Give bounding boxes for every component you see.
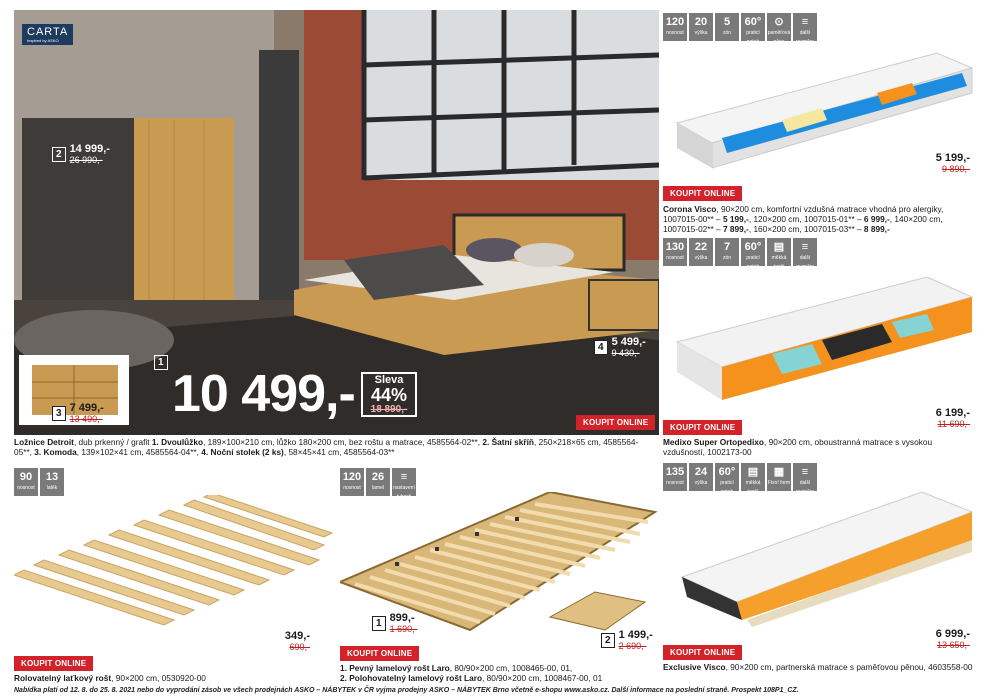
tag-number: 1 xyxy=(372,616,386,631)
exclusive-description xyxy=(663,662,973,672)
feature-value: ≡ xyxy=(400,471,408,483)
feature-label: lamel xyxy=(372,485,384,491)
logo-text: CARTA xyxy=(27,26,69,38)
roll-slatted-base-image xyxy=(14,495,334,635)
feature-value: ≡ xyxy=(801,466,809,478)
desc-item: 3. Komoda xyxy=(34,447,77,457)
desc-text: , dub prkenný / grafit xyxy=(73,437,152,447)
corona-description xyxy=(663,204,973,234)
logo-subtitle: Inspired by ASKO xyxy=(27,38,59,43)
medixo-feature-icons xyxy=(663,238,817,270)
feature-value: ▤ xyxy=(747,466,759,478)
roll-feature-icons xyxy=(14,468,64,496)
old-price: 11 690,- xyxy=(937,419,970,429)
feature-label: měkká tvrdá xyxy=(745,480,761,495)
feature-label: výška xyxy=(694,480,708,486)
old-price: 690,- xyxy=(289,642,310,652)
size-price: 6 999,- xyxy=(863,214,890,224)
price-tag-laro-adjustable xyxy=(601,630,653,651)
bedroom-photo xyxy=(14,10,659,435)
desc-item: 1. Dvoulůžko xyxy=(151,437,204,447)
medixo-mattress-image xyxy=(672,272,977,402)
feature-label: výška xyxy=(694,30,708,36)
feature-value: ≡ xyxy=(801,16,809,28)
tag-old-price: 13 490,- xyxy=(69,414,103,424)
feature-icon xyxy=(663,13,687,41)
desc-item: 4. Noční stolek (2 ks) xyxy=(201,447,284,457)
tag-number: 2 xyxy=(52,147,66,162)
price-tag-bed xyxy=(154,355,168,370)
discount-label: Sleva xyxy=(374,374,404,386)
desc-text: , 58×45×41 cm, 4585564-03** xyxy=(283,447,395,457)
desc-text: , 189×100×210 cm, lůžko 180×200 cm, bez roštu a matrace, 4585564-02**, xyxy=(203,437,483,447)
feature-value: 22 xyxy=(694,241,708,253)
tag-old-price: 2 690,- xyxy=(618,641,647,651)
feature-label: zón xyxy=(722,255,732,261)
buy-online-button-roll[interactable]: KOUPIT ONLINE xyxy=(14,656,93,671)
old-price: 13 650,- xyxy=(936,640,970,650)
feature-value: 60° xyxy=(744,241,762,253)
desc-text: , 80/90×200 cm, 1008467-00, 01 xyxy=(482,673,603,683)
feature-value: 120 xyxy=(342,471,362,483)
desc-text: , 139×102×41 cm, 4585564-04**, xyxy=(76,447,202,457)
tag-price: 1 499,- xyxy=(618,629,653,641)
feature-value: ⊙ xyxy=(774,16,784,28)
old-price: 9 890,- xyxy=(941,164,970,174)
feature-label: nosnost xyxy=(343,485,361,491)
feature-icon xyxy=(715,238,739,266)
size-price: 5 199,- xyxy=(722,214,749,224)
buy-online-button-bedroom[interactable]: KOUPIT ONLINE xyxy=(576,415,655,430)
feature-icon xyxy=(40,468,64,496)
feature-value: 120 xyxy=(665,16,685,28)
tag-number: 1 xyxy=(154,355,168,370)
feature-icon xyxy=(14,468,38,496)
feature-value: ▤ xyxy=(773,241,785,253)
tag-price: 5 499,- xyxy=(611,336,646,348)
feature-label: praticí potah xyxy=(746,255,760,270)
feature-icon xyxy=(741,13,765,45)
discount-badge xyxy=(361,372,417,417)
product-title: Rolovatelný laťkový rošt xyxy=(14,673,112,683)
feature-label: další rozměry xyxy=(795,30,815,45)
product-title: 1. Pevný lamelový rošt Laro xyxy=(340,663,450,673)
feature-icon xyxy=(793,13,817,45)
feature-label: nosnost xyxy=(666,255,684,261)
buy-online-button-corona[interactable]: KOUPIT ONLINE xyxy=(663,186,742,201)
product-title: 2. Polohovatelný lamelový rošt Laro xyxy=(340,673,483,683)
desc-text: , 90×200 cm, partnerská matrace s paměťovou pěnou, 4603558-00 xyxy=(725,662,973,672)
tag-price: 14 999,- xyxy=(69,143,110,155)
feature-label: praticí potah xyxy=(746,30,760,45)
medixo-price xyxy=(900,407,970,429)
price-tag-laro-fixed xyxy=(372,613,418,634)
feature-value: ≡ xyxy=(801,241,809,253)
price-tag-wardrobe xyxy=(52,144,110,165)
feature-value: 135 xyxy=(665,466,685,478)
desc-item: 2. Šatní skříň xyxy=(482,437,534,447)
feature-label: latěk xyxy=(46,485,58,491)
hero-big-price: 10 499,- xyxy=(172,365,355,423)
product-title: Ložnice Detroit xyxy=(14,437,74,447)
laro-description xyxy=(340,663,602,683)
desc-text: , 250×218×65 cm, 4585564-05**, xyxy=(14,437,639,457)
exclusive-price xyxy=(900,628,970,650)
feature-value: 5 xyxy=(723,16,731,28)
tag-price: 899,- xyxy=(389,612,415,624)
feature-value: 26 xyxy=(371,471,385,483)
feature-value: ▦ xyxy=(773,466,785,478)
buy-online-button-exclusive[interactable]: KOUPIT ONLINE xyxy=(663,645,742,660)
feature-label: paměťová pěna xyxy=(767,30,791,45)
feature-icon xyxy=(767,238,791,270)
corona-price xyxy=(900,152,970,174)
desc-text: , 90×200 cm, 0530920-00 xyxy=(111,673,206,683)
discount-percent: 44% xyxy=(370,385,408,405)
feature-label: Fixní form xyxy=(767,480,791,486)
desc-text: , 90×200 cm, oboustranná matrace s vysokou vzdušností, 1002173-00 xyxy=(663,437,933,457)
desc-text: , 80/90×200 cm, 1008465-00, 01, xyxy=(449,663,573,673)
product-title: Medixo Super Ortopedixo xyxy=(663,437,764,447)
tag-number: 3 xyxy=(52,406,66,421)
discount-old-price: 18 890,- xyxy=(370,404,408,415)
exclusive-mattress-image xyxy=(672,482,977,627)
desc-text: , 120×200 cm, 1007015-01** – xyxy=(748,214,864,224)
tag-number: 4 xyxy=(594,340,608,355)
medixo-description xyxy=(663,437,973,457)
feature-label: nastavení tuhosti xyxy=(393,485,415,500)
feature-value: 20 xyxy=(694,16,708,28)
feature-icon xyxy=(689,13,713,41)
feature-icon xyxy=(689,238,713,266)
feature-value: 24 xyxy=(694,466,708,478)
feature-label: nosnost xyxy=(17,485,35,491)
feature-label: praticí potah xyxy=(720,480,734,495)
tag-number: 2 xyxy=(601,633,615,648)
desc-text: , 160×200 cm, 1007015-03** – xyxy=(748,224,864,234)
feature-value: 13 xyxy=(45,471,59,483)
tag-old-price: 9 430,- xyxy=(611,348,640,358)
feature-value: 130 xyxy=(665,241,685,253)
desc-text: , 90×200 cm, komfortní vzdušná matrace vhodná pro alergiky, 1007015-00** – xyxy=(663,204,944,224)
price-value: 6 199,- xyxy=(935,407,970,419)
feature-icon xyxy=(663,238,687,266)
footer-disclaimer: Nabídka platí od 12. 8. do 25. 8. 2021 nebo do vyprodání zásob ve všech prodejnách ASKO – NÁBYTEK v ČR vyjma prodejny ASKO – NÁBYTEK Brno včetně e-shopu www.asko.cz. Další informace na poslední straně. Prospekt 108P1_CZ. xyxy=(14,687,799,694)
feature-icon xyxy=(715,13,739,41)
price-tag-nightstand xyxy=(594,337,646,358)
price-value: 6 999,- xyxy=(935,628,970,640)
feature-icon xyxy=(793,238,817,270)
feature-label: další rozměry xyxy=(795,480,815,495)
roll-description xyxy=(14,673,206,683)
feature-label: zón xyxy=(722,30,732,36)
tag-old-price: 26 990,- xyxy=(69,155,103,165)
feature-value: 60° xyxy=(718,466,736,478)
tag-old-price: 1 690,- xyxy=(389,624,418,634)
corona-feature-icons xyxy=(663,13,817,45)
size-price: 7 899,- xyxy=(722,224,749,234)
carta-logo xyxy=(22,24,73,45)
feature-label: měkká tvrdá xyxy=(771,255,787,270)
size-price: 8 899,- xyxy=(863,224,890,234)
product-title: Corona Visco xyxy=(663,204,717,214)
bedroom-description xyxy=(14,437,654,457)
tag-price: 7 499,- xyxy=(69,402,104,414)
feature-value: 90 xyxy=(19,471,33,483)
feature-label: nosnost xyxy=(666,480,684,486)
price-value: 5 199,- xyxy=(935,152,970,164)
price-tag-dresser xyxy=(52,403,104,424)
buy-online-button-medixo[interactable]: KOUPIT ONLINE xyxy=(663,420,742,435)
desc-text: , 140×200 cm, 1007015-02** – xyxy=(663,214,943,234)
feature-label: nosnost xyxy=(666,30,684,36)
feature-value: 60° xyxy=(744,16,762,28)
feature-value: 7 xyxy=(723,241,731,253)
product-title: Exclusive Visco xyxy=(663,662,726,672)
feature-icon xyxy=(767,13,791,45)
feature-label: další rozměry xyxy=(795,255,815,270)
buy-online-button-laro[interactable]: KOUPIT ONLINE xyxy=(340,646,419,661)
feature-icon xyxy=(741,238,765,270)
feature-label: výška xyxy=(694,255,708,261)
price-value: 349,- xyxy=(284,630,310,642)
roll-price xyxy=(250,630,310,652)
